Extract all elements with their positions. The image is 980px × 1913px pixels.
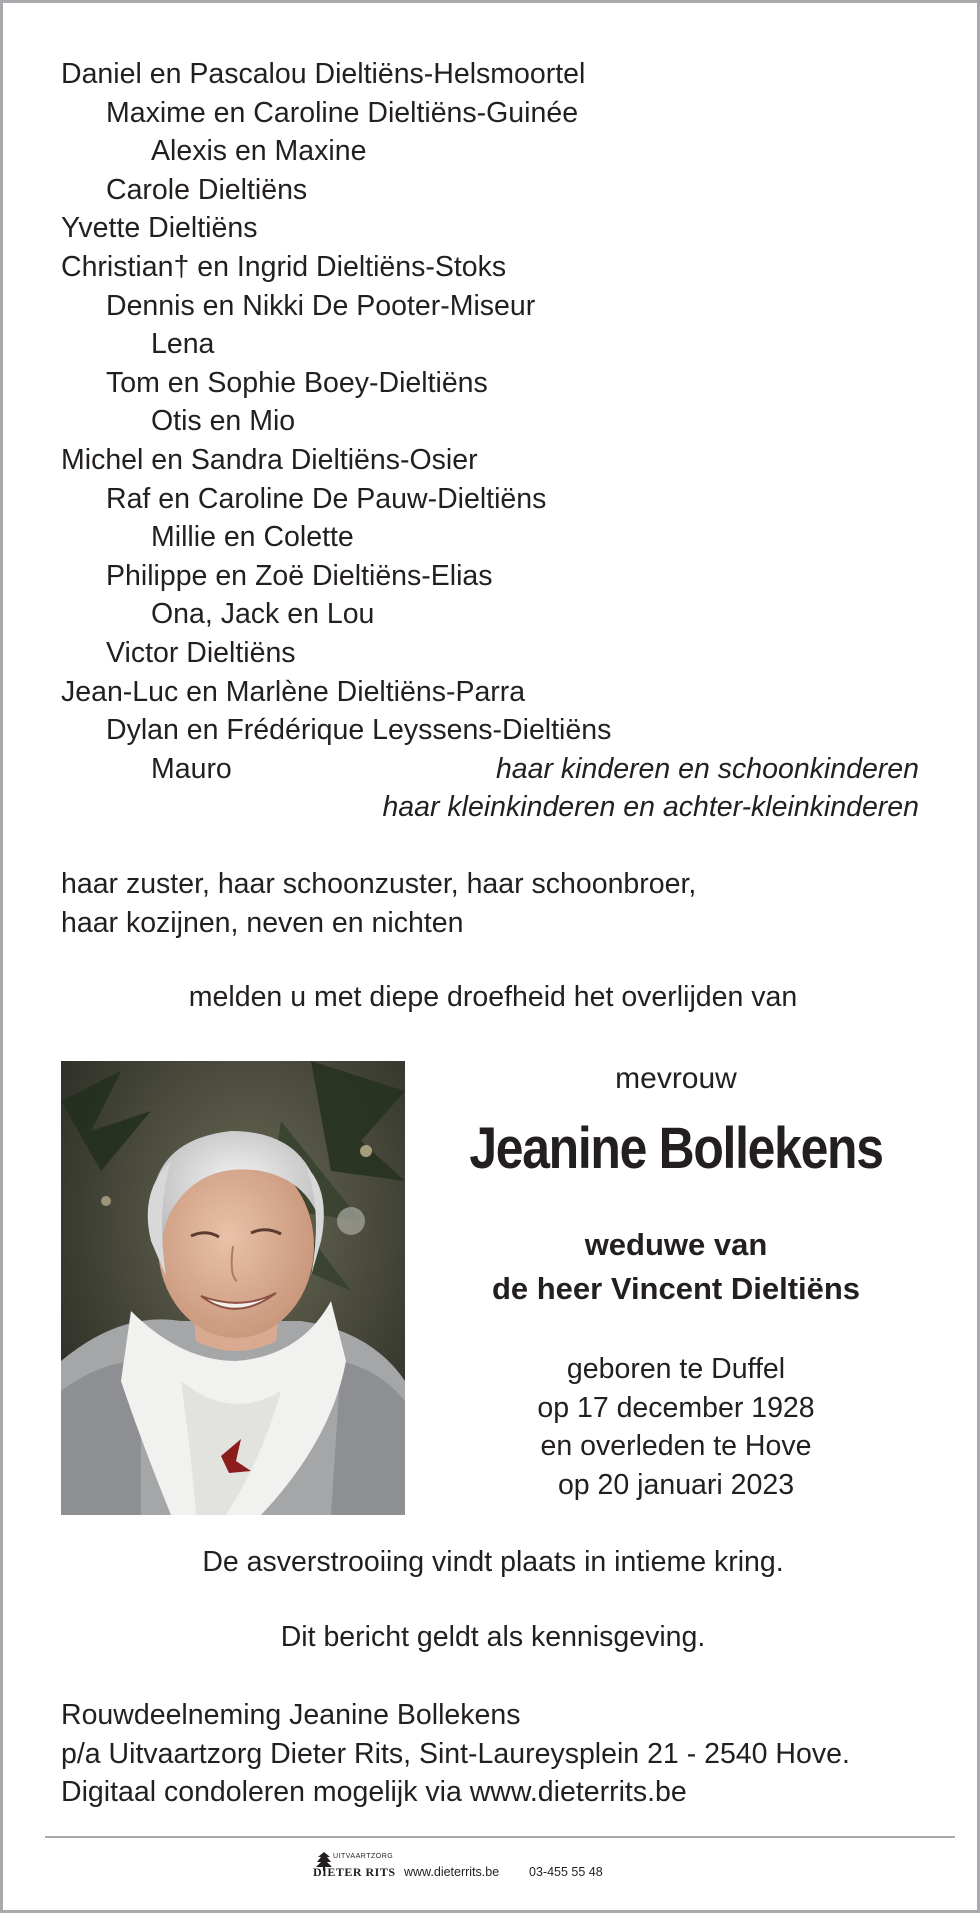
portrait-photo <box>61 1061 405 1515</box>
widow-line-2: de heer Vincent Dieltiëns <box>491 1271 861 1306</box>
died-line-1: en overleden te Hove <box>540 1430 812 1462</box>
contact-line-3: Digitaal condoleren mogelijk via www.dieterrits.be <box>61 1776 687 1809</box>
family-list <box>61 55 931 827</box>
funeral-home-logo <box>301 1851 396 1885</box>
children-caption: haar kinderen en schoonkinderen <box>495 752 919 785</box>
contact-line-1: Rouwdeelneming Jeanine Bollekens <box>61 1699 521 1731</box>
family-line: Philippe en Zoë Dieltiëns-Elias <box>106 559 493 592</box>
died-line-2: op 20 januari 2023 <box>557 1468 795 1501</box>
logo-main-text: DIETER RITS <box>313 1865 396 1879</box>
relatives-line-2: haar kozijnen, neven en nichten <box>61 906 464 939</box>
announcement: melden u met diepe droefheid het overlijden van <box>188 981 798 1013</box>
family-line: Alexis en Maxine <box>151 135 367 168</box>
family-line: Victor Dieltiëns <box>106 636 296 669</box>
family-line: Tom en Sophie Boey-Dieltiëns <box>106 366 488 399</box>
deceased-name: Jeanine Bollekens <box>469 1116 883 1181</box>
family-line: Dennis en Nikki De Pooter-Miseur <box>106 289 536 322</box>
ceremony-text: De asverstrooiing vindt plaats in intieme kring. <box>202 1546 784 1578</box>
widow-line-1: weduwe van <box>584 1227 768 1262</box>
family-line <box>61 750 931 789</box>
family-line: Yvette Dieltiëns <box>61 212 258 245</box>
footer-phone: 03-455 55 48 <box>529 1865 603 1879</box>
deceased-name-wrap <box>413 1115 939 1185</box>
family-line-text: Mauro <box>151 752 232 785</box>
family-line: Lena <box>151 328 215 361</box>
family-line: Jean-Luc en Marlène Dieltiëns-Parra <box>61 675 526 708</box>
family-line: Michel en Sandra Dieltiëns-Osier <box>61 443 478 476</box>
relatives <box>61 865 931 942</box>
widow-block <box>413 1223 939 1311</box>
footer-divider <box>45 1836 955 1838</box>
family-line: Millie en Colette <box>151 521 354 554</box>
born-line-1: geboren te Duffel <box>566 1353 786 1385</box>
footer-website: www.dieterrits.be <box>404 1865 500 1879</box>
family-line: Carole Dieltiëns <box>106 173 308 206</box>
family-line: Dylan en Frédérique Leyssens-Dieltiëns <box>106 714 612 747</box>
grandchildren-caption: haar kleinkinderen en achter-kleinkinderen <box>382 791 919 824</box>
family-line: Raf en Caroline De Pauw-Dieltiëns <box>106 482 547 515</box>
dates-block <box>413 1350 939 1504</box>
family-line: Christian† en Ingrid Dieltiëns-Stoks <box>61 250 507 283</box>
family-line: Ona, Jack en Lou <box>151 598 375 631</box>
portrait-photo-image <box>61 1061 405 1515</box>
deceased-title: mevrouw <box>615 1062 737 1095</box>
relatives-line-1: haar zuster, haar schoonzuster, haar schoonbroer, <box>61 868 697 900</box>
footer <box>3 1851 980 1891</box>
family-line: Otis en Mio <box>151 405 296 438</box>
family-line: Daniel en Pascalou Dieltiëns-Helsmoortel <box>61 58 586 90</box>
family-line: Maxime en Caroline Dieltiëns-Guinée <box>106 96 579 129</box>
notice-text: Dit bericht geldt als kennisgeving. <box>280 1621 706 1653</box>
grandchildren-row <box>61 788 931 827</box>
contact-block <box>61 1696 931 1812</box>
deceased-block <box>413 1059 939 1099</box>
logo-top-text: UITVAARTZORG <box>333 1853 394 1860</box>
contact-line-2: p/a Uitvaartzorg Dieter Rits, Sint-Laureysplein 21 - 2540 Hove. <box>61 1737 850 1770</box>
born-line-2: op 17 december 1928 <box>537 1391 815 1424</box>
